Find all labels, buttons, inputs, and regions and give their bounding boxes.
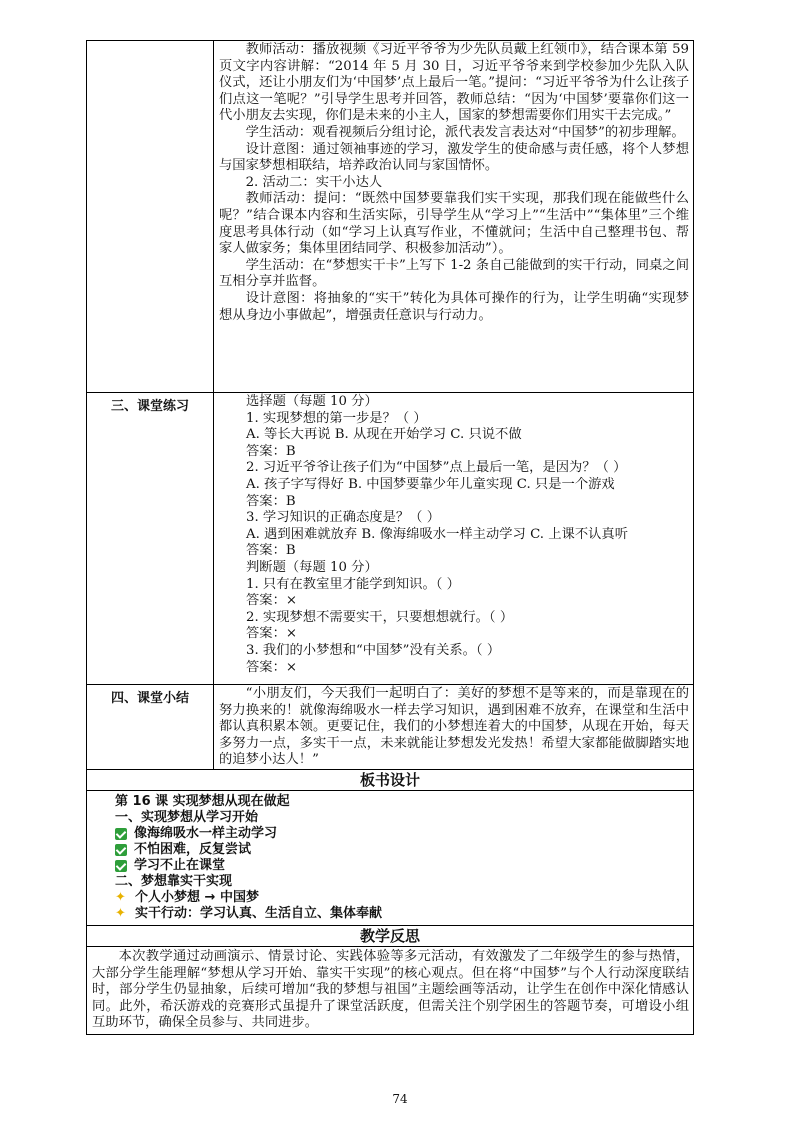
board-item-text: 不怕困难，反复尝试 xyxy=(134,841,252,857)
board-section-1: 一、实现梦想从学习开始 xyxy=(115,809,259,825)
practice-line: A. 等长大再说 B. 从现在开始学习 C. 只说不做 xyxy=(246,427,522,443)
practice-line: 答案：× xyxy=(246,593,298,609)
practice-line: 3. 我们的小梦想和“中国梦”没有关系。（ ） xyxy=(246,642,501,658)
practice-line: 2. 习近平爷爷让孩子们为“中国梦”点上最后一笔，是因为？（ ） xyxy=(246,460,627,476)
summary-content-cell xyxy=(214,685,694,770)
board-item xyxy=(115,842,693,858)
practice-line: 3. 学习知识的正确态度是？（ ） xyxy=(246,510,440,526)
checkmark-icon xyxy=(115,860,127,872)
practice-line: 判断题（每题 10 分） xyxy=(246,559,378,575)
practice-label: 三、课堂练习 xyxy=(87,393,214,685)
activity-content-cell xyxy=(214,41,694,393)
sparkle-icon: ✦ xyxy=(115,905,126,921)
board-header: 板书设计 xyxy=(87,769,694,790)
activity-two-title: 2. 活动二：实干小达人 xyxy=(245,174,383,190)
board-item-text: 学习不止在课堂 xyxy=(134,857,226,873)
reflection-text: 本次教学通过动画演示、情景讨论、实践体验等多元活动，有效激发了二年级学生的参与热情，大部分学生能理解“梦想从学习开始、靠实干实现”的核心观点。但在将“中国梦”与个人行动深度联结时，部分学生仍显抽象，后续可增加“我的梦想与祖国”主题绘画等活动，让学生在创作中深化情感认同。此外，希沃游戏的竞赛形式虽提升了课堂活跃度，但需关注个别学困生的答题节奏，可增设小组互助环节，确保全员参与、共同进步。 xyxy=(92,948,689,1031)
student-activity-2: 学生活动：在“梦想实干卡”上写下 1-2 条自己能做到的实干行动，同桌之间互相分享并监督。 xyxy=(219,257,689,290)
activity-label-cell xyxy=(87,41,214,393)
summary-label: 四、课堂小结 xyxy=(87,685,214,770)
sparkle-icon: ✦ xyxy=(115,889,126,905)
practice-line: 选择题（每题 10 分） xyxy=(246,394,378,409)
board-item-text: 个人小梦想 → 中国梦 xyxy=(135,889,259,905)
lesson-table xyxy=(86,40,694,1035)
design-intent-1: 设计意图：通过领袖事迹的学习，激发学生的使命感与责任感，将个人梦想与国家梦想相联结，培养政治认同与家国情怀。 xyxy=(219,141,689,174)
board-item xyxy=(115,858,693,874)
board-row xyxy=(87,790,694,925)
board-item-text: 实干行动：学习认真、生活自立、集体奉献 xyxy=(135,905,383,921)
board-content xyxy=(87,790,694,925)
lesson-plan-page xyxy=(86,40,694,1035)
practice-line: 答案：B xyxy=(246,543,296,559)
teacher-activity-1: 教师活动：播放视频《习近平爷爷为少先队员戴上红领巾》，结合课本第 59 页文字内容讲解：“2014 年 5 月 30 日，习近平爷爷来到学校参加少先队入队仪式，还让小朋友们为‘中国梦’点上最后一笔。”提问：“习近平爷爷为什么让孩子们点这一笔呢？”引导学生思考并回答，教师总结：“因为‘中国梦’要靠你们这一代小朋友去实现，你们是未来的小主人，国家的梦想需要你们用实干去完成。” xyxy=(219,42,689,124)
student-activity-1: 学生活动：观看视频后分组讨论，派代表发言表达对“中国梦”的初步理解。 xyxy=(245,124,685,140)
practice-line: 答案：× xyxy=(246,626,298,642)
board-section-2: 二、梦想靠实干实现 xyxy=(115,873,233,889)
practice-line: A. 孩子字写得好 B. 中国梦要靠少年儿童实现 C. 只是一个游戏 xyxy=(246,476,615,492)
checkmark-icon xyxy=(115,828,127,840)
practice-line: 答案：B xyxy=(246,443,296,459)
checkmark-icon xyxy=(115,844,127,856)
summary-row xyxy=(87,685,694,770)
design-intent-2: 设计意图：将抽象的“实干”转化为具体可操作的行为，让学生明确“实现梦想从身边小事做起”，增强责任意识与行动力。 xyxy=(219,290,689,323)
board-item xyxy=(115,890,693,906)
practice-row xyxy=(87,393,694,685)
practice-line: 答案：B xyxy=(246,493,296,509)
reflection-content-cell xyxy=(87,946,694,1034)
board-item xyxy=(115,906,693,922)
board-item-text: 像海绵吸水一样主动学习 xyxy=(134,825,278,841)
practice-line: A. 遇到困难就放弃 B. 像海绵吸水一样主动学习 C. 上课不认真听 xyxy=(246,526,629,542)
practice-line: 答案：× xyxy=(246,659,298,675)
practice-line: 1. 实现梦想的第一步是？（ ） xyxy=(246,410,427,426)
board-title: 第 16 课 实现梦想从现在做起 xyxy=(115,793,290,809)
practice-content xyxy=(214,393,694,685)
practice-line: 2. 实现梦想不需要实干，只要想想就行。（ ） xyxy=(246,609,514,625)
activity-row xyxy=(87,41,694,393)
board-item xyxy=(115,826,693,842)
teacher-activity-2: 教师活动：提问：“既然中国梦要靠我们实干实现，那我们现在能做些什么呢？”结合课本内容和生活实际，引导学生从“学习上”“生活中”“集体里”三个维度思考具体行动（如“学习上认真写作业，不懂就问；生活中自己整理书包、帮家人做家务；集体里团结同学、积极参加活动”）。 xyxy=(219,191,689,257)
board-header-row xyxy=(87,769,694,790)
page-number: 74 xyxy=(392,1092,408,1106)
practice-line: 1. 只有在教室里才能学到知识。（ ） xyxy=(246,576,460,592)
reflection-header: 教学反思 xyxy=(87,925,694,946)
summary-text: “小朋友们，今天我们一起明白了：美好的梦想不是等来的，而是靠现在的努力换来的！就像海绵吸水一样去学习知识，遇到困难不放弃，在课堂和生活中都认真积累本领。更要记住，我们的小梦想连着大的中国梦，从现在开始，每天多努力一点，多实干一点，未来就能让梦想发光发热！希望大家都能做脚踏实地的追梦小达人！” xyxy=(219,686,689,768)
reflection-row xyxy=(87,946,694,1034)
reflection-header-row xyxy=(87,925,694,946)
